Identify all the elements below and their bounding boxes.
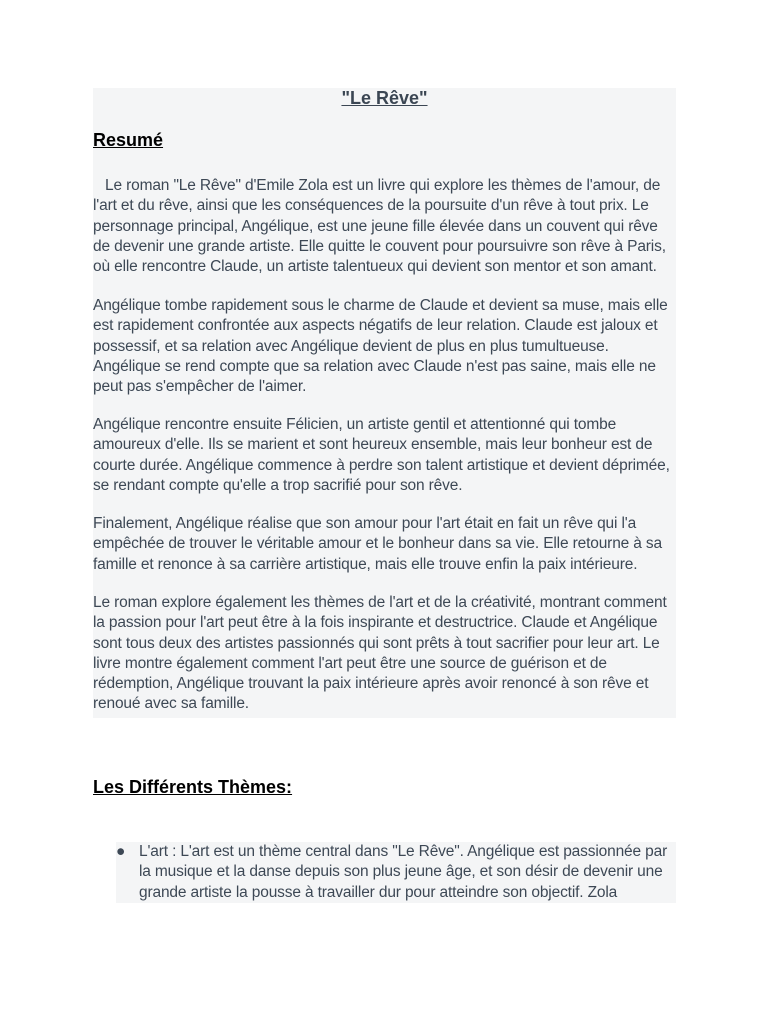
resume-paragraph-2: Angélique tombe rapidement sous le charme de Claude et devient sa muse, mais elle est rapidement confrontée aux aspects négatifs de leur relation. Claude est jaloux et possessif, et sa relation avec Angélique devient de plus en plus tumultueuse. Angélique se rend compte que sa relation avec Claude n'est pas saine, mais elle ne peut pas s'empêcher de l'aimer. (93, 297, 668, 396)
themes-list (116, 842, 676, 903)
resume-heading: Resumé (93, 130, 164, 150)
resume-paragraph-5: Le roman explore également les thèmes de l'art et de la créativité, montrant comment la passion pour l'art peut être à la fois inspirante et destructrice. Claude et Angélique sont tous deux des artistes passionnés qui sont prêts à tout sacrifier pour leur art. Le livre montre également comment l'art peut être une source de guérison et de rédemption, Angélique trouvant la paix intérieure après avoir renoncé à son rêve et renoué avec sa famille. (93, 594, 667, 713)
resume-paragraph-1: Le roman "Le Rêve" d'Emile Zola est un livre qui explore les thèmes de l'amour, de l'art et du rêve, ainsi que les conséquences de la poursuite d'un rêve à tout prix. Le personnage principal, Angélique, est une jeune fille élevée dans un couvent qui rêve de devenir une grande artiste. Elle quitte le couvent pour poursuivre son rêve à Paris, où elle rencontre Claude, un artiste talentueux qui devient son mentor et son amant. (93, 177, 666, 276)
themes-heading: Les Différents Thèmes: (93, 777, 293, 797)
bullet-icon: ● (116, 843, 126, 860)
theme-item-text: L'art : L'art est un thème central dans "Le Rêve". Angélique est passionnée par la musique et la danse depuis son plus jeune âge, et son désir de devenir une grande artiste la pousse à travailler dur pour atteindre son objectif. Zola (139, 843, 668, 901)
document-title: "Le Rêve" (341, 88, 428, 108)
resume-paragraph-3: Angélique rencontre ensuite Félicien, un artiste gentil et attentionné qui tombe amoureux d'elle. Ils se marient et sont heureux ensemble, mais leur bonheur est de courte durée. Angélique commence à perdre son talent artistique et devient déprimée, se rendant compte qu'elle a trop sacrifié pour son rêve. (93, 416, 670, 494)
resume-paragraph-4: Finalement, Angélique réalise que son amour pour l'art était en fait un rêve qui l'a empêchée de trouver le véritable amour et le bonheur dans sa vie. Elle retourne à sa famille et renonce à sa carrière artistique, mais elle trouve enfin la paix intérieure. (93, 515, 662, 573)
